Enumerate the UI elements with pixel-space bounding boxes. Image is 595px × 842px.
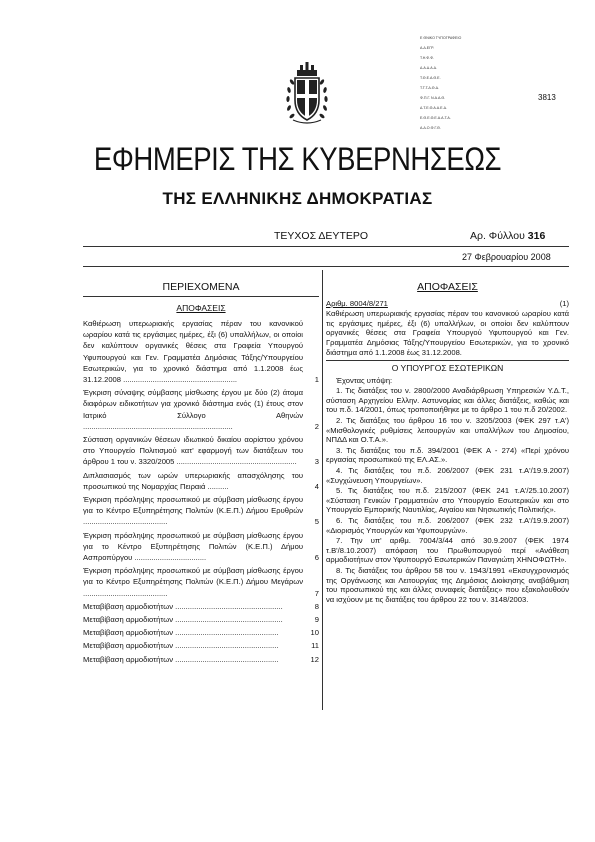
- contents-heading: ΠΕΡΙΕΧΟΜΕΝΑ: [162, 281, 240, 293]
- contents-entry[interactable]: [83, 654, 319, 665]
- entry-title: Μεταβίβαση αρμοδιοτήτων .................................................: [83, 641, 279, 651]
- imprint-line: Φ.Π.Γ. Ν.Α.Α.Θ.: [420, 96, 446, 100]
- entry-page: 6: [314, 553, 319, 563]
- entry-title: Έγκριση πρόσληψης προσωπικού με σύμβαση μίσθωσης έργου για το Κέντρο Εξυπηρέτησης Πολιτών (Κ.Ε.Π.) Δήμου Μεγάρων ........................................: [83, 566, 303, 598]
- date-rule: [83, 266, 569, 267]
- entry-title: Έγκριση πρόσληψης προσωπικού με σύμβαση μίσθωσης έργου για το Κέντρο Εξυπηρέτησης Πολιτών (Κ.Ε.Π.) Δήμου Ασπροπύργου ..................................: [83, 530, 303, 563]
- contents-entry[interactable]: [83, 434, 319, 468]
- page-number: 3813: [538, 93, 556, 102]
- contents-entry[interactable]: [83, 387, 319, 432]
- entry-title: Έγκριση σύναψης σύμβασης μίσθωσης έργου με δύο (2) άτομα διαφόρων ειδικοτήτων για χρονικό διάστημα ενός (1) έτους στον Ιατρικό Σύλλογο Αθηνών .......................................................................: [83, 388, 303, 431]
- issue-date: 27 Φεβρουαρίου 2008: [462, 252, 551, 262]
- decision-index: (1): [559, 299, 569, 308]
- entry-page: 11: [311, 641, 319, 651]
- contents-list: [83, 318, 319, 667]
- contents-entry[interactable]: [83, 614, 319, 625]
- imprint-line: Τ.Η.Φ.Φ.: [420, 56, 435, 60]
- gazette-subtitle: ΤΗΣ ΕΛΛΗΝΙΚΗΣ ΔΗΜΟΚΡΑΤΙΑΣ: [162, 189, 433, 208]
- contents-subheading: ΑΠΟΦΑΣΕΙΣ: [176, 303, 226, 313]
- entry-page: 2: [314, 421, 319, 431]
- entry-page: 1: [314, 375, 319, 385]
- column-divider: [322, 270, 323, 710]
- entry-page: 5: [314, 517, 319, 527]
- imprint-block: [420, 31, 482, 136]
- imprint-line: Ε.Θ.Ε.Θ.Ε.Α.Α.Τ.Α.: [420, 116, 451, 120]
- decision-number-line: [326, 299, 569, 309]
- recital-paragraph: 5. Τις διατάξεις του π.δ. 215/2007 (ΦΕΚ 241 τ.Α'/25.10.2007) «Σύσταση Γενικών Γραμματειών στο Υπουργείο Εσωτερικών και στο Υπουργείο Εμπορικής Ναυτιλίας, Αιγαίου και Νησιωτικής Πολιτικής».: [326, 485, 569, 515]
- imprint-line: Α.Δ.Ο.Φ.Γ.Θ.: [420, 126, 441, 130]
- entry-title: Μεταβίβαση αρμοδιοτήτων ...................................................: [83, 601, 283, 611]
- issue-volume: ΤΕΥΧΟΣ ΔΕΥΤΕΡΟ: [274, 230, 369, 242]
- contents-entry[interactable]: [83, 601, 319, 612]
- gazette-title: ΕΦΗΜΕΡΙΣ ΤΗΣ ΚΥΒΕΡΝΗΣΕΩΣ: [93, 141, 502, 177]
- greek-coat-of-arms-emblem: [283, 56, 331, 128]
- entry-page: 4: [314, 481, 319, 491]
- entry-page: 12: [310, 654, 319, 664]
- entry-title: Σύσταση οργανικών θέσεων ιδιωτικού δικαίου αορίστου χρόνου στο Υπουργείο Πολιτισμού κατ' εφαρμογή των διατάξεων του άρθρου 1 του ν. 3320/2005 .........................................................: [83, 435, 303, 467]
- issue-sheet-number: [470, 230, 545, 242]
- recital-paragraph: 7. Την υπ' αριθμ. 7004/3/44 από 30.9.2007 (ΦΕΚ 1974 τ.Β'/8.10.2007) απόφαση του Πρωθυπουργού περί «Ανάθεση αρμοδιοτήτων στον Υφυπουργό Εσωτερικών Παναγιώτη ΧΗΝΟΦΩΤΗ».: [326, 535, 569, 565]
- entry-page: 8: [314, 601, 319, 611]
- contents-entry[interactable]: [83, 470, 319, 492]
- entry-title: Μεταβίβαση αρμοδιοτήτων .................................................: [83, 628, 279, 638]
- contents-entry[interactable]: [83, 530, 319, 564]
- imprint-line: Δ.Τ.Ε.Θ.Α.Α.Ε.Δ.: [420, 106, 447, 110]
- entry-page: 3: [314, 457, 319, 467]
- decisions-heading: ΑΠΟΦΑΣΕΙΣ: [417, 281, 478, 293]
- decision-title-rule: [326, 360, 569, 361]
- recital-paragraph: 4. Τις διατάξεις του π.δ. 206/2007 (ΦΕΚ 231 τ.Α'/19.9.2007) «Συγχώνευση Υπουργείων».: [326, 465, 569, 485]
- contents-entry[interactable]: [83, 640, 319, 651]
- imprint-line: Α.Δ.ΕΓΡ.: [420, 46, 435, 50]
- entry-title: Έγκριση πρόσληψης προσωπικού με σύμβαση μίσθωσης έργου για το Κέντρο Εξυπηρέτησης Πολιτών (Κ.Ε.Π.) Δήμου Ερυθρών ........................................: [83, 495, 303, 527]
- entry-title: Καθιέρωση υπερωριακής εργασίας πέραν του κανονικού ωραρίου κατά τις εργάσιμες ημέρες, έξι (6) υπαλλήλων, οι οποίοι δεν καλύπτουν οργανικές θέσεις στα Γραφεία Υπουργού Υφυπουργού και Γεν. Γραμματέα Δημόσιας Τάξης/Υπουργείου Εσωτερικών, για το χρονικό διάστημα από 1.1.2008 έως 31.12.2008 ......................................................: [83, 319, 303, 385]
- decision-number: Αριθμ. 8004/8/271: [326, 299, 388, 308]
- recital-paragraph: 1. Τις διατάξεις του ν. 2800/2000 Αναδιάρθρωση Υπηρεσιών Υ.Δ.Τ., σύσταση Αρχηγείου Ελλην. Αστυνομίας και άλλες διατάξεις, καθώς και του π.δ. 14/2001, όπως τροποποιήθηκε με το άρθρο 1 του π.δ 20/2002.: [326, 385, 569, 415]
- imprint-line: Τ.Θ.Ε.Α.Θ.Ε.: [420, 76, 441, 80]
- contents-entry[interactable]: [83, 494, 319, 528]
- entry-title: Διπλασιασμός των ωρών υπερωριακής απασχόλησης του προσωπικού της Νομαρχίας Πειραιά ..........: [83, 470, 303, 491]
- decision-authority: Ο ΥΠΟΥΡΓΟΣ ΕΣΩΤΕΡΙΚΩΝ: [391, 362, 504, 373]
- imprint-line: Ε ΘΝΙΚΟ ΤΥΠΟΓΡΑΦΕΙΟ: [420, 36, 462, 40]
- entry-title: Μεταβίβαση αρμοδιοτήτων .................................................: [83, 654, 279, 664]
- header-rule: [83, 246, 569, 247]
- recital-paragraph: 2. Τις διατάξεις του άρθρου 16 του ν. 3205/2003 (ΦΕΚ 297 τ.Α') «Μισθολογικές ρυθμίσεις λειτουργών και υπαλλήλων του Δημοσίου, ΝΠΔΔ και Ο.Τ.Α.».: [326, 415, 569, 445]
- entry-page: 7: [314, 588, 319, 598]
- contents-entry[interactable]: [83, 318, 319, 385]
- entry-page: 9: [314, 615, 319, 625]
- recital-paragraph: 6. Τις διατάξεις του π.δ. 206/2007 (ΦΕΚ 232 τ.Α'/19.9.2007) «Διορισμός Υπουργών και Υφυπουργών».: [326, 515, 569, 535]
- contents-entry[interactable]: [83, 627, 319, 638]
- recital-paragraph: 3. Τις διατάξεις του π.δ. 394/2001 (ΦΕΚ Α - 274) «Περί χρόνου εργασίας προσωπικού της ΕΛ.ΑΣ.».: [326, 445, 569, 465]
- imprint-line: Τ.Τ.Τ.Δ.Θ.Δ.: [420, 86, 439, 90]
- sheet-number: 316: [527, 230, 546, 242]
- entry-page: 10: [310, 628, 319, 638]
- entry-title: Μεταβίβαση αρμοδιοτήτων ...................................................: [83, 615, 283, 625]
- sheet-label: Αρ. Φύλλου: [470, 230, 525, 242]
- decision-title: Καθιέρωση υπερωριακής εργασίας πέραν του κανονικού ωραρίου κατά τις εργάσιμες ημέρες, έξι (6) υπαλλήλων, οι οποίοι δεν καλύπτουν οργανικές θέσεις στα Γραφεία Υπουργού Υφυπουργού και Γεν. Γραμματέα Δημόσιας Τάξης/Υπουργείου Εσωτερικών, για το χρονικό διάστημα από 1.1.2008 έως 31.12.2008.: [326, 308, 569, 357]
- recital-paragraph: 8. Τις διατάξεις του άρθρου 58 του ν. 1943/1991 «Εκσυγχρονισμός της Οργάνωσης και Λειτουργίας της Δημόσιας Διοίκησης αναβάθμιση του προσωπικού της και άλλες συναφείς διατάξεις» που εξακολουθούν να ισχύουν με τις διατάξεις του άρθρου 22 του ν. 3148/2003.: [326, 565, 569, 605]
- imprint-line: Δ.Α.Δ.Α.Δ.: [420, 66, 437, 70]
- having-regard: Έχοντας υπόψη:: [336, 375, 393, 385]
- decision-body: [326, 299, 569, 605]
- contents-heading-rule: [83, 296, 319, 297]
- contents-entry[interactable]: [83, 565, 319, 599]
